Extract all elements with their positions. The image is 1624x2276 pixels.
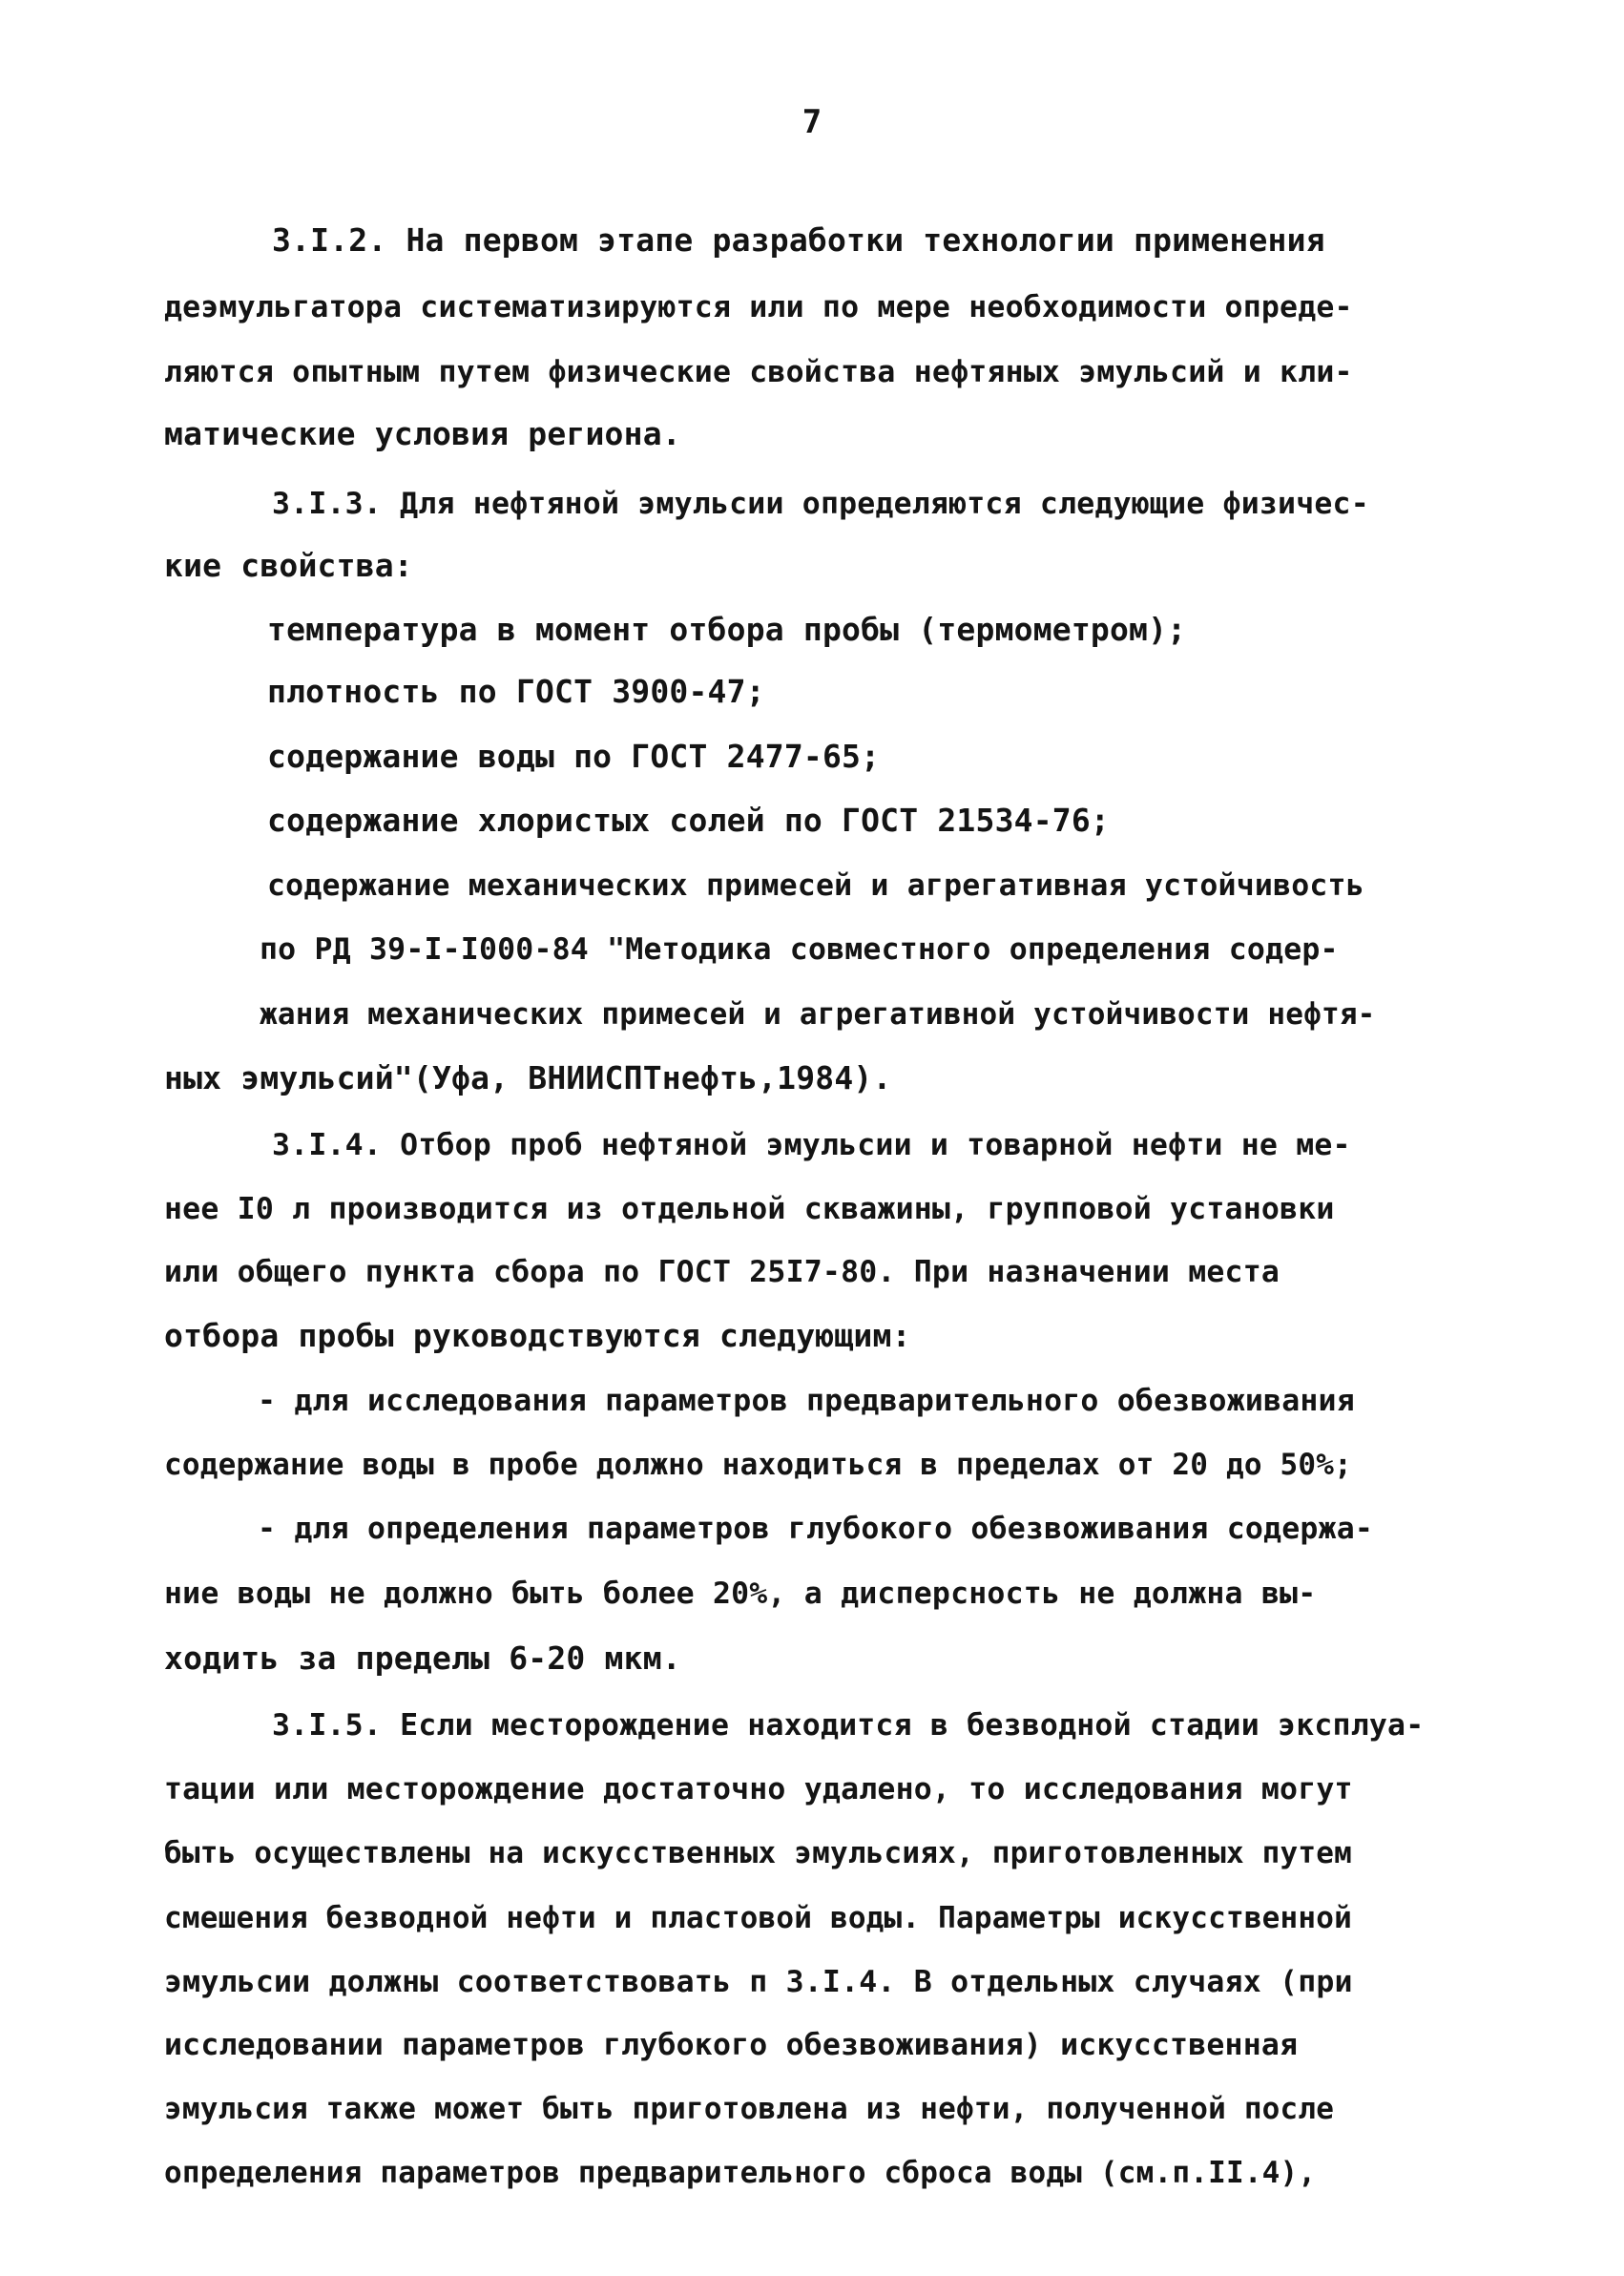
list-item: - для определения параметров глубокого обезвоживания содержа- (258, 1512, 1374, 1546)
text-line: ние воды не должно быть более 20%, а дисперсность не должна вы- (164, 1576, 1317, 1611)
text-line: отбора пробы руководствуются следующим: (164, 1317, 911, 1354)
text-line: исследовании параметров глубокого обезвоживания) искусственная (164, 2028, 1299, 2062)
list-item: содержание воды по ГОСТ 2477-65; (267, 738, 881, 775)
text-line: ляются опытным путем физические свойства нефтяных эмульсий и кли- (164, 355, 1353, 389)
list-item: по РД 39-I-I000-84 "Методика совместного определения содер- (260, 932, 1339, 967)
text-line: определения параметров предварительного сброса воды (см.п.II.4), (164, 2156, 1317, 2190)
text-line: 3.I.2. На первом этапе разработки технологии применения (272, 221, 1325, 259)
text-line: ходить за пределы 6-20 мкм. (164, 1639, 681, 1677)
text-line: 3.I.3. Для нефтяной эмульсии определяются следующие физичес- (272, 487, 1369, 521)
text-line: матические условия региона. (164, 415, 681, 452)
list-item: - для исследования параметров предварительного обезвоживания (258, 1384, 1355, 1418)
text-line: 3.I.4. Отбор проб нефтяной эмульсии и товарной нефти не ме- (272, 1128, 1351, 1162)
page-number: 7 (802, 103, 822, 141)
text-line: кие свойства: (164, 547, 413, 584)
list-item: содержание хлористых солей по ГОСТ 21534-76; (267, 802, 1110, 839)
text-line: деэмульгатора систематизируются или по мере необходимости опреде- (164, 290, 1353, 324)
text-line: эмульсия также может быть приготовлена из нефти, полученной после (164, 2092, 1335, 2126)
text-line: содержание воды в пробе должно находиться в пределах от 20 до 50%; (164, 1448, 1352, 1482)
list-item: жания механических примесей и агрегативной устойчивости нефтя- (260, 997, 1376, 1032)
text-line: или общего пункта сбора по ГОСТ 25I7-80. При назначении места (164, 1255, 1280, 1289)
text-line: нее I0 л производится из отдельной скважины, групповой установки (164, 1192, 1335, 1226)
text-line: быть осуществлены на искусственных эмульсиях, приготовленных путем (164, 1836, 1352, 1870)
list-item: температура в момент отбора пробы (термометром); (267, 611, 1187, 648)
text-line: 3.I.5. Если месторождение находится в безводной стадии эксплуа- (272, 1708, 1425, 1743)
text-line: смешения безводной нефти и пластовой воды. Параметры искусственной (164, 1901, 1352, 1935)
list-item: содержание механических примесей и агрегативная устойчивость (267, 868, 1364, 903)
text-line: тации или месторождение достаточно удалено, то исследования могут (164, 1772, 1353, 1806)
text-line: эмульсии должны соответствовать п 3.I.4. В отдельных случаях (при (164, 1965, 1353, 1999)
list-item: плотность по ГОСТ 3900-47; (267, 673, 765, 710)
list-item: ных эмульсий"(Уфа, ВНИИСПТнефть,1984). (164, 1059, 892, 1096)
